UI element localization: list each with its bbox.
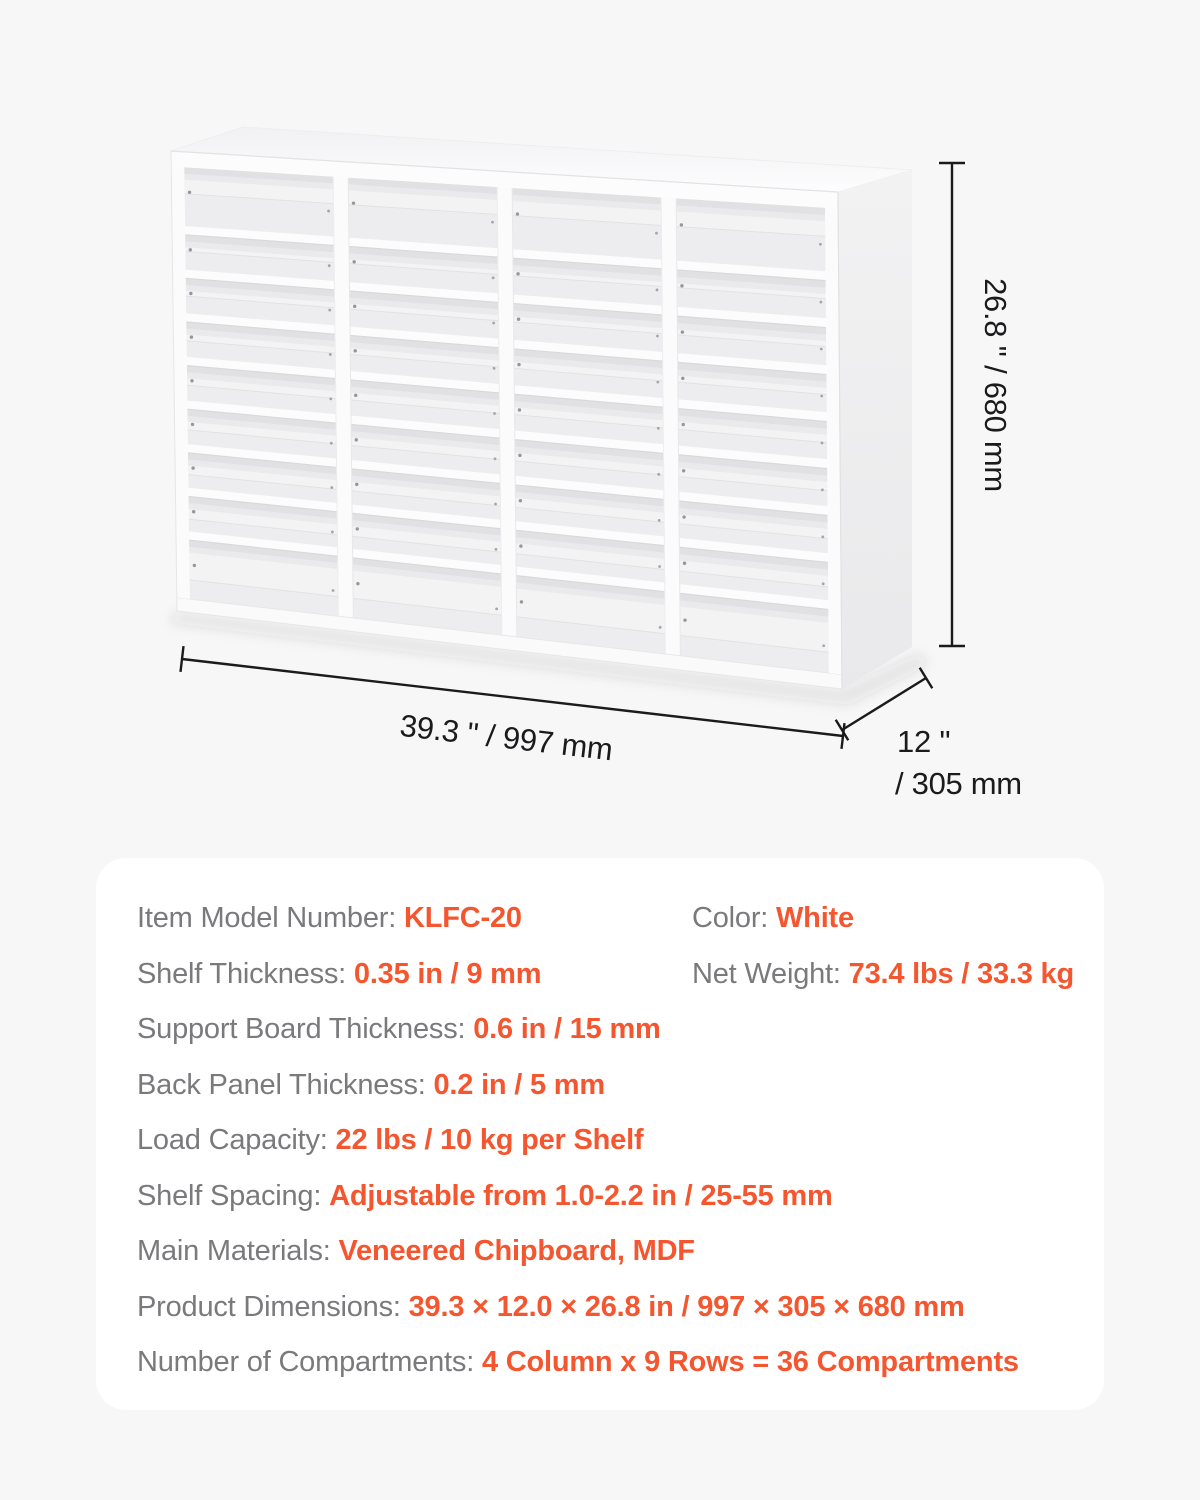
spec-item [692, 902, 854, 935]
spec-label: Product Dimensions: [137, 1290, 409, 1323]
depth-dimension-label-line1: 12 '' [897, 724, 951, 759]
shelf-pin-hole [820, 395, 823, 398]
spec-row [137, 1169, 1076, 1225]
spec-row [137, 1002, 1076, 1058]
shelf-pin-hole [191, 466, 194, 469]
shelf-pin-hole [680, 223, 683, 226]
shelf-pin-hole [656, 381, 659, 384]
spec-row [137, 891, 1076, 947]
shelf-pin-hole [493, 412, 496, 415]
spec-row [137, 1280, 1076, 1336]
shelf-pin-hole [655, 232, 658, 235]
shelf-pin-hole [682, 469, 685, 472]
shelf-pin-hole [821, 488, 824, 491]
shelf-pin-hole [355, 438, 358, 441]
shelf-pin-hole [329, 397, 332, 400]
shelf-pin-hole [682, 515, 685, 518]
shelf-pin-hole [330, 442, 333, 445]
shelf-pin-hole [683, 562, 686, 565]
shelf-pin-hole [819, 301, 822, 304]
shelf-pin-hole [188, 191, 191, 194]
spec-item [692, 958, 1074, 991]
shelf-pin-hole [495, 607, 498, 610]
shelf-pin-hole [328, 309, 331, 312]
shelf-pin-hole [822, 644, 825, 647]
shelf-pin-hole [352, 260, 355, 263]
shelf-pin-hole [356, 527, 359, 530]
spec-row [137, 1058, 1076, 1114]
shelf-pin-hole [519, 544, 522, 547]
shelf-pin-hole [352, 201, 355, 204]
shelf-pin-hole [492, 322, 495, 325]
shelf-pin-hole [821, 535, 824, 538]
shelf-pin-hole [329, 353, 332, 356]
spec-value: 0.35 in / 9 mm [353, 957, 542, 990]
spec-item [137, 1124, 692, 1157]
spec-value: 22 lbs / 10 kg per Shelf [335, 1124, 644, 1157]
depth-dimension-cap-right [920, 668, 933, 688]
spec-item [137, 1346, 1019, 1379]
spec-row [137, 1113, 1076, 1169]
spec-row [137, 947, 1076, 1003]
shelf-pin-hole [355, 483, 358, 486]
spec-label: Item Model Number: [137, 902, 404, 935]
spec-item [137, 1235, 695, 1268]
spec-label: Main Materials: [137, 1235, 339, 1268]
shelf-pin-hole [190, 379, 193, 382]
shelf-pin-hole [353, 305, 356, 308]
spec-label: Net Weight: [692, 957, 849, 990]
spec-row [137, 1335, 1076, 1391]
shelf-pin-hole [331, 531, 334, 534]
depth-dimension-label-line2: / 305 mm [895, 766, 1022, 801]
shelf-pin-hole [494, 503, 497, 506]
spec-value: 0.6 in / 15 mm [473, 1013, 661, 1046]
cabinet [171, 127, 912, 689]
shelf-pin-hole [683, 618, 686, 621]
shelf-pin-hole [328, 264, 331, 267]
shelf-pin-hole [354, 394, 357, 397]
shelf-pin-hole [657, 427, 660, 430]
width-dimension-cap-left [181, 646, 184, 672]
shelf-pin-hole [190, 335, 193, 338]
shelf-pin-hole [330, 486, 333, 489]
shelf-pin-hole [189, 248, 192, 251]
shelf-pin-hole [681, 377, 684, 380]
shelf-pin-hole [193, 564, 196, 567]
spec-item [137, 1069, 692, 1102]
spec-value: 0.2 in / 5 mm [433, 1068, 605, 1101]
height-dimension-label: 26.8 '' / 680 mm [978, 278, 1013, 492]
shelf-pin-hole [516, 272, 519, 275]
spec-label: Color: [692, 902, 777, 935]
spec-value: 39.3 × 12.0 × 26.8 in / 997 × 305 × 680 mm [408, 1290, 965, 1323]
shelf-pin-hole [189, 292, 192, 295]
spec-value: KLFC-20 [403, 902, 522, 935]
shelf-pin-hole [656, 289, 659, 292]
shelf-pin-hole [659, 626, 662, 629]
shelf-pin-hole [491, 221, 494, 224]
spec-label: Support Board Thickness: [137, 1013, 474, 1046]
shelf-pin-hole [495, 548, 498, 551]
shelf-pin-hole [327, 210, 330, 213]
shelf-pin-hole [493, 367, 496, 370]
spec-item [137, 958, 692, 991]
spec-label: Shelf Thickness: [137, 957, 354, 990]
spec-row [137, 1224, 1076, 1280]
shelf-pin-hole [191, 423, 194, 426]
shelf-pin-hole [516, 212, 519, 215]
spec-label: Back Panel Thickness: [137, 1068, 434, 1101]
shelf-pin-hole [354, 349, 357, 352]
shelf-pin-hole [682, 423, 685, 426]
shelf-pin-hole [520, 600, 523, 603]
width-dimension-label: 39.3 '' / 997 mm [398, 707, 615, 768]
shelf-pin-hole [658, 565, 661, 568]
width-dimension-cap-right [842, 723, 845, 749]
shelf-pin-hole [518, 454, 521, 457]
shelf-pin-hole [820, 348, 823, 351]
spec-label: Shelf Spacing: [137, 1179, 330, 1212]
spec-sheet-panel [96, 858, 1104, 1410]
shelf-pin-hole [332, 589, 335, 592]
spec-label: Load Capacity: [137, 1124, 336, 1157]
shelf-pin-hole [658, 519, 661, 522]
spec-value: 4 Column x 9 Rows = 36 Compartments [481, 1346, 1019, 1379]
shelf-pin-hole [821, 442, 824, 445]
shelf-pin-hole [356, 582, 359, 585]
spec-value: White [776, 902, 854, 935]
shelf-pin-hole [519, 499, 522, 502]
shelf-pin-hole [656, 335, 659, 338]
shelf-pin-hole [822, 582, 825, 585]
shelf-pin-hole [192, 510, 195, 513]
shelf-pin-hole [517, 318, 520, 321]
shelf-pin-hole [657, 473, 660, 476]
shelf-pin-hole [518, 408, 521, 411]
shelf-pin-hole [494, 457, 497, 460]
spec-item [137, 1179, 833, 1213]
spec-value: Adjustable from 1.0-2.2 in / 25-55 mm [329, 1179, 833, 1212]
spec-item [137, 902, 692, 935]
spec-label: Number of Compartments: [137, 1346, 482, 1379]
shelf-pin-hole [681, 330, 684, 333]
spec-item [137, 1013, 692, 1046]
spec-value: Veneered Chipboard, MDF [338, 1235, 695, 1268]
spec-list [137, 891, 1076, 1391]
shelf-pin-hole [492, 276, 495, 279]
cabinet-side-face [838, 170, 912, 689]
spec-item [137, 1290, 965, 1324]
spec-value: 73.4 lbs / 33.3 kg [848, 957, 1074, 990]
shelf-pin-hole [819, 243, 822, 246]
shelf-pin-hole [517, 363, 520, 366]
shelf-pin-hole [680, 284, 683, 287]
